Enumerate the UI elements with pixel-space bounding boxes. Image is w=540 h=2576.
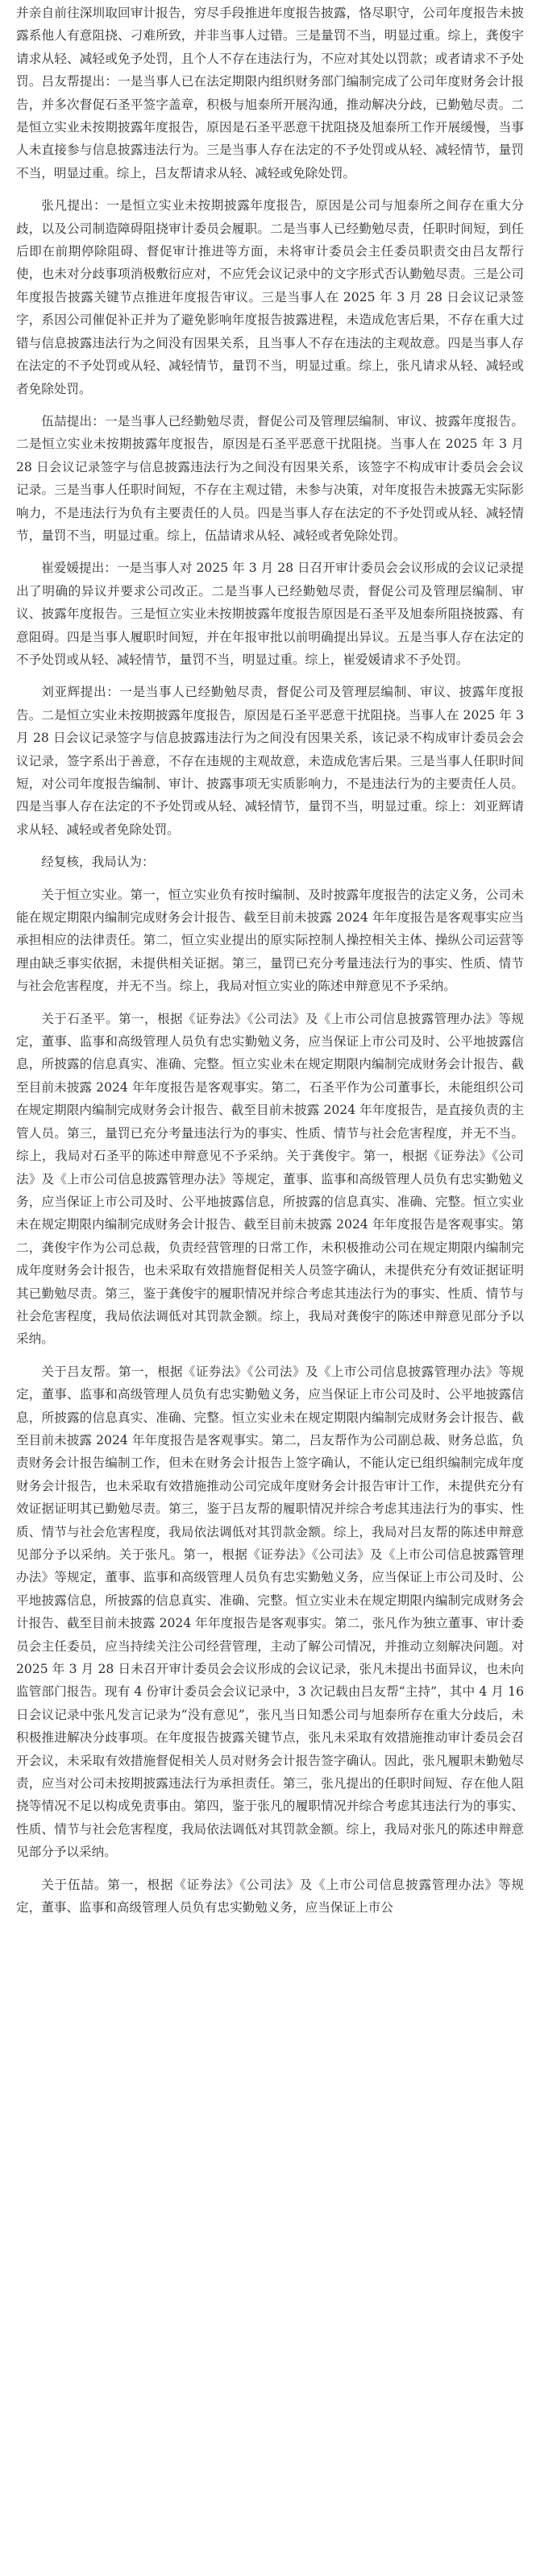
paragraph: 张凡提出：一是恒立实业未按期披露年度报告，原因是公司与旭泰所之间存在重大分歧，以及公司制造障碍阻挠审计委员会履职。二是当事人已经勤勉尽责，任职时间短，到任后即在前期停除阻碍、督促审计推进等方面，未将审计委员会主任委员职责交由吕友帮行使，也未对分歧事项消极敷衍应对，不应凭会议记录中的文字形式否认勤勉尽责。三是公司年度报告披露关键节点推进年度报告审议。三是当事人在 2025 年 3 月 28 日会议记录签字，系因公司催促补正并为了避免影响年度报告披露进程，未造成危害后果，不存在重大过错与信息披露违法行为之间没有因果关系，且当事人不存在违法的主观故意。四是当事人存在法定的不予处罚或从轻、减轻情节，量罚不当，明显过重。综上，张凡请求从轻、减轻或者免除处罚。 xyxy=(16,198,524,396)
paragraph: 伍喆提出：一是当事人已经勤勉尽责，督促公司及管理层编制、审议、披露年度报告。二是恒立实业未按期披露年度报告，原因是石圣平恶意干扰阻挠。当事人在 2025 年 3 月 28 日会议记录签字与信息披露违法行为之间没有因果关系，该签字不构成审计委员会会议记录。三是当事人任职时间短，不存在主观过错，未参与决策，对年度报告未披露无实际影响力，不是违法行为负有主要责任的人员。四是当事人存在法定的不予处罚或从轻、减轻情节，量罚不当，明显过重。综上，伍喆请求从轻、减轻或者免除处罚。 xyxy=(16,413,524,543)
paragraph: 并亲自前往深圳取回审计报告，穷尽手段推进年度报告披露，恪尽职守，公司年度报告未披露系他人有意阻挠、刁难所致，并非当事人过错。三是量罚不当，明显过重。综上，龚俊宇请求从轻、减轻或免予处罚，且个人不存在违法行为，不应对其处以罚款；或者请求不予处罚。吕友帮提出：一是当事人已在法定期限内组织财务部门编制完成了公司年度财务会计报告，并多次督促石圣平签字盖章，积极与旭泰所开展沟通，推动解决分歧，已勤勉尽责。二是恒立实业未按期披露年度报告，原因是石圣平恶意干扰阻挠及旭泰所工作开展缓慢，当事人未直接参与信息披露违法行为。三是当事人存在法定的不予处罚或从轻、减轻情节，量罚不当，明显过重。综上，吕友帮请求从轻、减轻或免除处罚。 xyxy=(16,6,524,180)
paragraph: 关于石圣平。第一，根据《证券法》《公司法》及《上市公司信息披露管理办法》等规定，董事、监事和高级管理人员负有忠实勤勉义务，应当保证上市公司及时、公平地披露信息，所披露的信息真实、准确、完整。恒立实业未在规定期限内编制完成财务会计报告、截至目前未披露 2024 年年度报告是客观事实。第二，石圣平作为公司董事长，未能组织公司在规定期限内编制完成财务会计报告、截至目前未披露 2024 年年度报告，是直接负责的主管人员。第三，量罚已充分考量违法行为的事实、性质、情节与社会危害程度，并无不当。综上，我局对石圣平的陈述申辩意见不予采纳。关于龚俊宇。第一，根据《证券法》《公司法》及《上市公司信息披露管理办法》等规定，董事、监事和高级管理人员负有忠实勤勉义务，应当保证上市公司及时、公平地披露信息，所披露的信息真实、准确、完整。恒立实业未在规定期限内编制完成财务会计报告、截至目前未披露 2024 年年度报告是客观事实。第二，龚俊宇作为公司总裁，负责经营管理的日常工作，未积极推动公司在规定期限内编制完成年度财务会计报告，也未采取有效措施督促相关人员签字确认，未提供充分有效证据证明其已勤勉尽责。第三，鉴于龚俊宇的履职情况并综合考虑其违法行为的事实、性质、情节与社会危害程度，我局依法调低对其罚款金额。综上，我局对龚俊宇的陈述申辩意见部分予以采纳。 xyxy=(16,1011,524,1347)
paragraph: 崔爱媛提出：一是当事人对 2025 年 3 月 28 日召开审计委员会会议形成的会议记录提出了明确的异议并要求公司改正。二是当事人已经勤勉尽责，督促公司及管理层编制、审议、披露年度报告。三是恒立实业未按期披露年度报告原因是石圣平及旭泰所阻挠披露、有意阻碍。四是当事人履职时间短，并在年报审批以前明确提出异议。五是当事人存在法定的不予处罚或从轻、减轻情节，量罚不当，明显过重。综上，崔爱媛请求不予处罚。 xyxy=(16,561,524,667)
paragraph: 经复核，我局认为： xyxy=(41,855,155,870)
paragraph: 关于伍喆。第一，根据《证券法》《公司法》及《上市公司信息披露管理办法》等规定，董事、监事和高级管理人员负有忠实勤勉义务，应当保证上市公 xyxy=(16,1877,524,1915)
paragraph: 关于恒立实业。第一，恒立实业负有按时编制、及时披露年度报告的法定义务，公司未能在规定期限内编制完成财务会计报告、截至目前未披露 2024 年年度报告是客观事实应当承担相应的法律责任。第二，恒立实业提出的原实际控制人操控相关主体、操纵公司运营等理由缺乏事实依据，未提供相关证据。第三，量罚已充分考量违法行为的事实、性质、情节与社会危害程度，并无不当。综上，我局对恒立实业的陈述申辩意见不予采纳。 xyxy=(16,887,524,994)
paragraph: 刘亚辉提出：一是当事人已经勤勉尽责，督促公司及管理层编制、审议、披露年度报告。二是恒立实业未按期披露年度报告，原因是石圣平恶意干扰阻挠。当事人在 2025 年 3 月 28 日会议记录签字与信息披露违法行为之间没有因果关系，该记录不构成审计委员会会议记录，签字系出于善意，不存在违规的主观故意，未造成危害后果。三是当事人任职时间短，对公司年度报告编制、审计、披露事项无实质影响力，不是违法行为的主要责任人员。四是当事人存在法定的不予处罚或从轻、减轻情节，量罚不当，明显过重。综上：刘亚辉请求从轻、减轻或者免除处罚。 xyxy=(16,685,524,837)
paragraph: 关于吕友帮。第一，根据《证券法》《公司法》及《上市公司信息披露管理办法》等规定，董事、监事和高级管理人员负有忠实勤勉义务，应当保证上市公司及时、公平地披露信息，所披露的信息真实、准确、完整。恒立实业未在规定期限内编制完成财务会计报告、截至目前未披露 2024 年年度报告是客观事实。第二，吕友帮作为公司副总裁、财务总监，负责财务会计报告编制工作，但未在财务会计报告上签字确认，不能认定已组织编制完成年度财务会计报告，也未采取有效措施推动公司完成年度财务会计报告审计工作，未提供充分有效证据证明其已勤勉尽责。第三，鉴于吕友帮的履职情况并综合考虑其违法行为的事实、性质、情节与社会危害程度，我局依法调低对其罚款金额。综上，我局对吕友帮的陈述申辩意见部分予以采纳。关于张凡。第一，根据《证券法》《公司法》及《上市公司信息披露管理办法》等规定，董事、监事和高级管理人员负有忠实勤勉义务，应当保证上市公司及时、公平地披露信息，所披露的信息真实、准确、完整。恒立实业未在规定期限内编制完成财务会计报告、截至目前未披露 2024 年年度报告是客观事实。第二，张凡作为独立董事、审计委员会主任委员，应当持续关注公司经营管理，主动了解公司情况，并推动立刻解决问题。对 2025 年 3 月 28 日未召开审计委员会会议形成的会议记录，张凡未提出书面异议，也未向监管部门报告。现有 4 份审计委员会会议记录中，3 次记载由吕友帮“主持”，其中 4 月 16 日会议记录中张凡发言记录为“没有意见”，张凡当日知悉公司与旭泰所存在重大分歧后，未积极推进解决分歧事项。在年度报告披露关键节点，张凡未采取有效措施推动审计委员会召开会议，未采取有效措施督促相关人员对财务会计报告签字确认。因此，张凡履职未勤勉尽责，应当对公司未按期披露违法行为承担责任。第三，张凡提出的任职时间短、存在他人阻挠等情况不足以构成免责事由。第四，鉴于张凡的履职情况并综合考虑其违法行为的事实、性质、情节与社会危害程度，我局依法调低对其罚款金额。综上，我局对张凡的陈述申辩意见部分予以采纳。 xyxy=(16,1364,524,1860)
